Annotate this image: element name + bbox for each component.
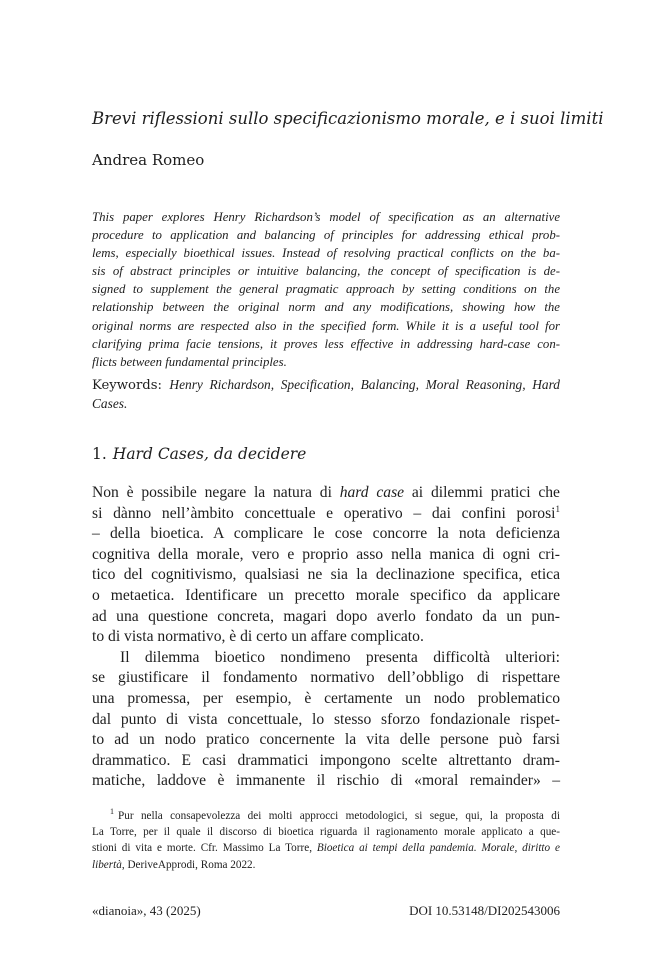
keywords-line [92,376,560,395]
keywords-values: Henry Richardson, Specification, Balancing, Moral Reasoning, Hard [169,377,560,392]
body-line: to ad un nodo pratico concernente la vita delle persone può farsi [92,731,560,749]
body-line: se giustificare il fondamento normativo dell’obbligo di rispettare [92,669,560,687]
body-line: matiche, laddove è immanente il rischio di «moral remainder» – [92,772,560,790]
paper-page [92,0,604,975]
footnote-number: 1 [110,807,114,817]
footnote [92,808,560,873]
footnote-line [92,840,560,856]
keywords [92,376,560,413]
section-number: 1. [92,445,107,463]
footnote-line [92,857,560,873]
body-line: drammatico. E casi drammatici impongono scelte altrettanto dram- [92,751,560,769]
footnote-line [92,808,560,824]
abstract-line: clarifying prima facie tensions, it proves less effective in addressing hard-case con- [92,336,560,351]
body-emphasis: hard case [339,484,405,501]
footnote-line: La Torre, per il quale il discorso di bioetica riguarda il ragionamento morale applicato a que- [92,826,560,839]
doi-link[interactable]: DOI 10.53148/DI202543006 [409,903,560,918]
footnote-book-title: libertà [92,858,122,871]
author-name: Andrea Romeo [92,151,205,169]
body-line: cognitiva della morale, vero e proprio asso nella manica di ogni cri- [92,545,560,563]
body-line [92,483,560,504]
keywords-values-cont: Cases. [92,396,128,412]
article-title: Brevi riflessioni sullo specificazionismo morale, e i suoi limiti [92,109,604,128]
abstract-line: original norms are respected also in the specified form. While it is a useful tool for [92,318,560,333]
section-title: Hard Cases, da decidere [112,445,307,463]
body-line: una promessa, per esempio, è certamente un nodo problematico [92,689,560,707]
footnote-book-title: Bioetica ai tempi della pandemia. Morale, diritto e [316,842,560,855]
body-text-run: Non è possibile negare la natura di [92,484,340,501]
body-line: dal punto di vista concettuale, lo stesso sforzo fondazionale rispet- [92,710,560,728]
body-line: ad una questione concreta, magari dopo averlo fondato da un pun- [92,607,560,625]
body-line: – della bioetica. A complicare le cose concorre la nota deficienza [92,525,560,543]
footnote-text: stioni di vita e morte. Cfr. Massimo La Torre, [92,842,317,855]
keywords-label: Keywords: [92,378,162,393]
abstract [92,208,560,371]
body-line: Il dilemma bioetico nondimeno presenta difficoltà ulteriori: [120,648,560,666]
body-line: tico del cognitivismo, qualsiasi ne sia la declinazione specifica, etica [92,566,560,584]
abstract-line: lems, especially bioethical issues. Instead of resolving practical conflicts on the ba- [92,246,560,261]
body-line [92,504,560,525]
footnote-reference[interactable]: 1 [555,503,560,514]
body-line: to di vista normativo, è di certo un affare complicato. [92,628,424,646]
abstract-line: This paper explores Henry Richardson’s model of specification as an alternative [92,210,560,224]
footnote-text: , DeriveApprodi, Roma 2022. [121,858,256,871]
abstract-line: procedure to application and balancing of principles for addressing ethical prob- [92,228,560,243]
abstract-line: signed to supplement the general pragmatic approach by setting conditions on the [92,282,560,297]
body-text-run: ai dilemmi pratici che [404,484,560,501]
journal-citation: «dianoia», 43 (2025) [92,903,201,918]
abstract-line: flicts between fundamental principles. [92,354,287,369]
footnote-text: Pur nella consapevolezza dei molti approcci metodologici, si segue, qui, la proposta di [118,810,560,822]
body-line: o metaetica. Identificare un precetto morale specifico da applicare [92,586,560,604]
abstract-line: sis of abstract principles or intuitive balancing, the concept of specification is de- [92,264,560,279]
body-text-run: si dànno nell’àmbito concettuale e operativo – dai confini porosi [92,504,556,522]
abstract-line: relationship between the original norm and any modifications, showing how the [92,300,560,315]
body-text [92,483,560,792]
section-heading [92,444,306,464]
